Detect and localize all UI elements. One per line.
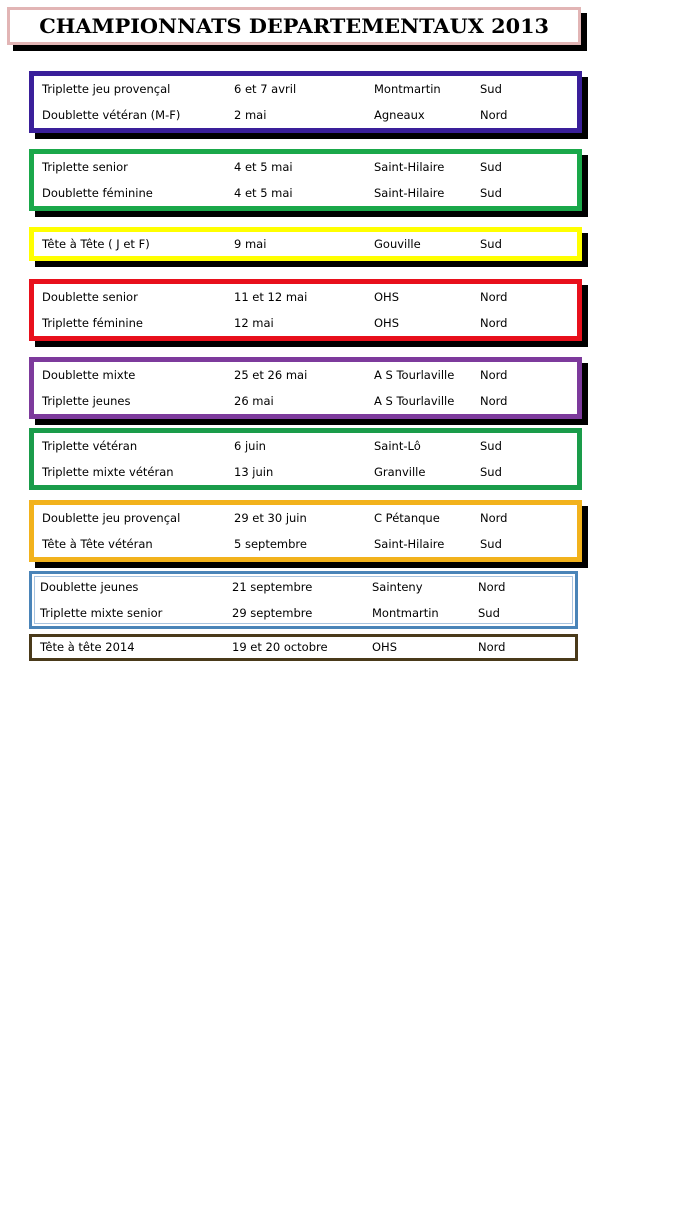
event-location: OHS: [374, 316, 399, 330]
table-row: [32, 600, 575, 626]
table-row: [34, 388, 577, 414]
event-name: Doublette jeunes: [40, 580, 139, 594]
table-row: [34, 102, 577, 128]
event-zone: Sud: [480, 186, 502, 200]
event-date: 2 mai: [234, 108, 267, 122]
event-date: 21 septembre: [232, 580, 313, 594]
table-row: [34, 232, 577, 256]
event-name: Doublette jeu provençal: [42, 511, 181, 525]
event-location: Saint-Hilaire: [374, 160, 445, 174]
event-location: Saint-Hilaire: [374, 537, 445, 551]
event-zone: Nord: [480, 290, 508, 304]
championship-group: [29, 227, 582, 261]
event-location: C Pétanque: [374, 511, 440, 525]
event-date: 25 et 26 mai: [234, 368, 308, 382]
table-row: [34, 76, 577, 102]
event-location: Montmartin: [374, 82, 441, 96]
event-date: 29 et 30 juin: [234, 511, 307, 525]
event-location: Agneaux: [374, 108, 425, 122]
table-row: [34, 154, 577, 180]
event-name: Tête à Tête vétéran: [42, 537, 153, 551]
championship-group: [29, 428, 582, 490]
table-row: [34, 531, 577, 557]
event-name: Triplette mixte senior: [40, 606, 163, 620]
event-zone: Sud: [480, 465, 502, 479]
event-location: OHS: [374, 290, 399, 304]
event-name: Triplette mixte vétéran: [42, 465, 174, 479]
championship-group: [29, 634, 578, 661]
event-zone: Sud: [478, 606, 500, 620]
championship-group: [29, 357, 582, 419]
championship-group: [29, 71, 582, 133]
event-date: 12 mai: [234, 316, 274, 330]
event-date: 26 mai: [234, 394, 274, 408]
table-row: [34, 505, 577, 531]
championship-group: [29, 149, 582, 211]
table-row: [34, 310, 577, 336]
event-date: 6 et 7 avril: [234, 82, 297, 96]
event-name: Doublette vétéran (M-F): [42, 108, 181, 122]
table-row: [34, 362, 577, 388]
event-name: Triplette jeunes: [42, 394, 131, 408]
event-location: Montmartin: [372, 606, 439, 620]
event-name: Triplette vétéran: [42, 439, 138, 453]
title-banner: [7, 7, 581, 45]
event-location: Gouville: [374, 237, 421, 251]
table-row: [32, 637, 575, 658]
table-row: [32, 574, 575, 600]
championship-group: [29, 279, 582, 341]
event-zone: Nord: [478, 640, 506, 654]
event-zone: Sud: [480, 439, 502, 453]
event-date: 4 et 5 mai: [234, 186, 293, 200]
event-name: Triplette senior: [42, 160, 128, 174]
event-date: 9 mai: [234, 237, 267, 251]
table-row: [34, 180, 577, 206]
table-row: [34, 284, 577, 310]
event-zone: Nord: [480, 394, 508, 408]
event-date: 5 septembre: [234, 537, 307, 551]
event-date: 19 et 20 octobre: [232, 640, 328, 654]
event-name: Doublette mixte: [42, 368, 136, 382]
event-name: Tête à Tête ( J et F): [42, 237, 150, 251]
table-row: [34, 459, 577, 485]
event-name: Doublette féminine: [42, 186, 153, 200]
championship-group: [29, 571, 578, 629]
event-zone: Nord: [480, 108, 508, 122]
event-name: Doublette senior: [42, 290, 138, 304]
event-date: 6 juin: [234, 439, 266, 453]
event-location: Granville: [374, 465, 426, 479]
event-zone: Nord: [478, 580, 506, 594]
event-location: Sainteny: [372, 580, 423, 594]
championship-group: [29, 500, 582, 562]
event-location: Saint-Lô: [374, 439, 421, 453]
event-location: Saint-Hilaire: [374, 186, 445, 200]
event-date: 13 juin: [234, 465, 274, 479]
event-zone: Nord: [480, 511, 508, 525]
table-row: [34, 433, 577, 459]
event-zone: Sud: [480, 160, 502, 174]
event-location: A S Tourlaville: [374, 394, 455, 408]
event-zone: Nord: [480, 368, 508, 382]
event-zone: Sud: [480, 537, 502, 551]
event-name: Tête à tête 2014: [40, 640, 135, 654]
event-name: Triplette féminine: [42, 316, 143, 330]
event-date: 4 et 5 mai: [234, 160, 293, 174]
page-title: CHAMPIONNATS DEPARTEMENTAUX 2013: [39, 14, 549, 38]
event-location: OHS: [372, 640, 397, 654]
event-zone: Nord: [480, 316, 508, 330]
event-zone: Sud: [480, 82, 502, 96]
event-location: A S Tourlaville: [374, 368, 455, 382]
event-date: 11 et 12 mai: [234, 290, 308, 304]
event-zone: Sud: [480, 237, 502, 251]
event-name: Triplette jeu provençal: [42, 82, 171, 96]
event-date: 29 septembre: [232, 606, 313, 620]
